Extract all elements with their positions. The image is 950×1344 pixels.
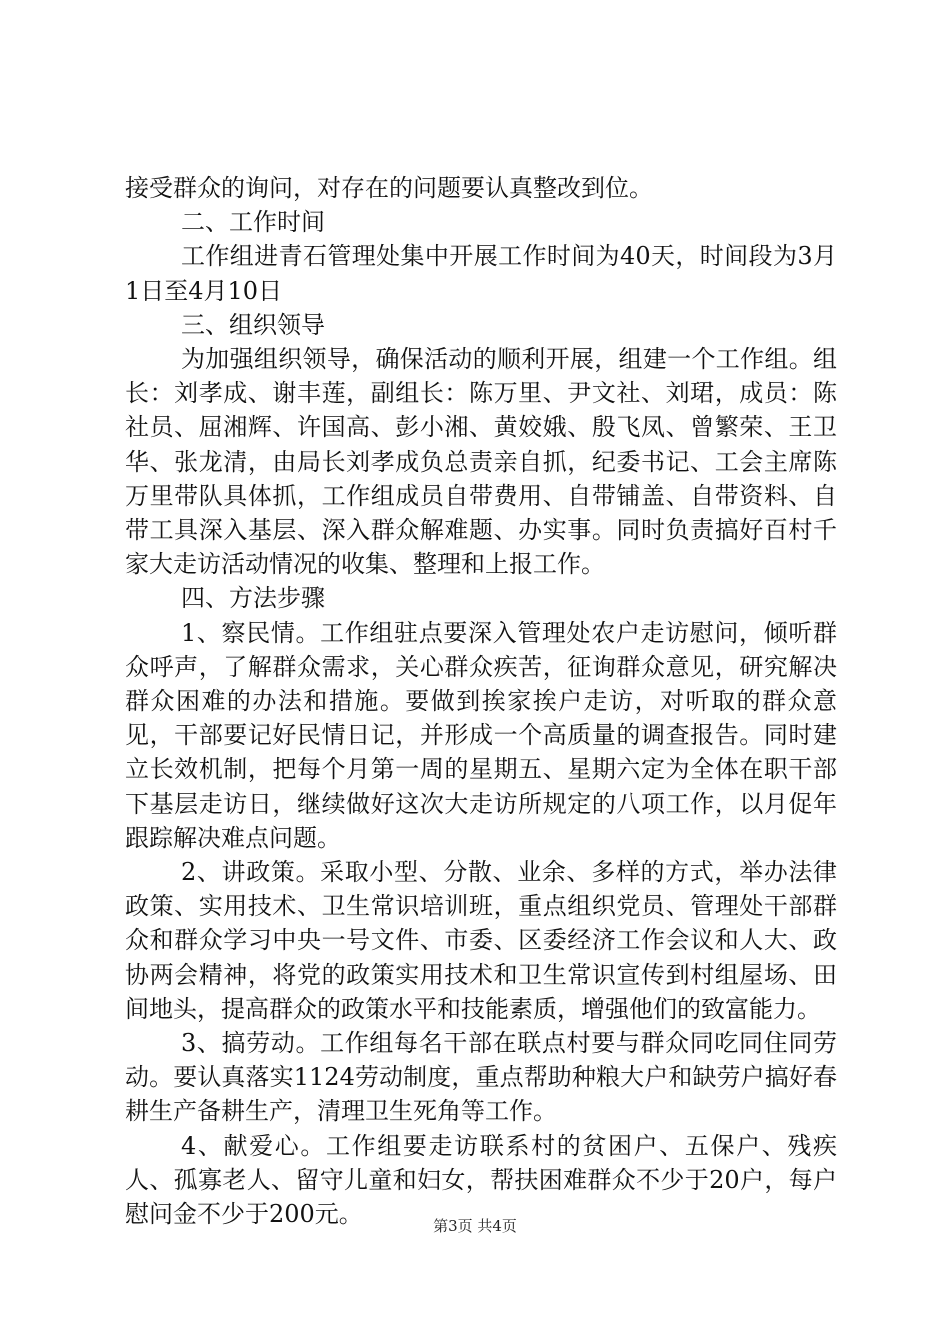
section-heading-work-time: 二、工作时间 [181, 208, 325, 237]
section-heading-method-steps: 四、方法步骤 [181, 584, 325, 613]
paragraph-step-2: 2、讲政策。采取小型、分散、业余、多样的方式，举办法律政策、实用技术、卫生常识培训班，重点组织党员、管理处干部群众和群众学习中央一号文件、市委、区委经济工作会议和人大、政协两会精神，将党的政策实用技术和卫生常识宣传到村组屋场、田间地头，提高群众的政策水平和技能素质，增强他们的致富能力。 [125, 858, 837, 1023]
paragraph-continuation: 接受群众的询问，对存在的问题要认真整改到位。 [125, 174, 653, 202]
paragraph-leadership: 为加强组织领导，确保活动的顺利开展，组建一个工作组。组长：刘孝成、谢丰莲，副组长：陈万里、尹文社、刘珺，成员：陈社员、屈湘辉、许国高、彭小湘、黄姣娥、殷飞凤、曾繁荣、王卫华、张龙清，由局长刘孝成负总责亲自抓，纪委书记、工会主席陈万里带队具体抓，工作组成员自带费用、自带铺盖、自带资料、自带工具深入基层、深入群众解难题、办实事。同时负责搞好百村千家大走访活动情况的收集、整理和上报工作。 [125, 345, 837, 579]
paragraph-work-time: 工作组进青石管理处集中开展工作时间为40天，时间段为3月1日至4月10日 [125, 242, 837, 305]
paragraph-step-3: 3、搞劳动。工作组每名干部在联点村要与群众同吃同住同劳动。要认真落实1124劳动制度，重点帮助种粮大户和缺劳户搞好春耕生产备耕生产，清理卫生死角等工作。 [125, 1029, 837, 1126]
paragraph-step-1: 1、察民情。工作组驻点要深入管理处农户走访慰问，倾听群众呼声，了解群众需求，关心群众疾苦，征询群众意见，研究解决群众困难的办法和措施。要做到挨家挨户走访，对听取的群众意见，干部要记好民情日记，并形成一个高质量的调查报告。同时建立长效机制，把每个月第一周的星期五、星期六定为全体在职干部下基层走访日，继续做好这次大走访所规定的八项工作，以月促年跟踪解决难点问题。 [125, 618, 837, 852]
page-footer: 第3页 共4页 [433, 1217, 517, 1235]
document-body [125, 171, 837, 1231]
paragraph-step-4: 4、献爱心。工作组要走访联系村的贫困户、五保户、残疾人、孤寡老人、留守儿童和妇女，帮扶困难群众不少于20户，每户慰问金不少于200元。 [125, 1131, 837, 1229]
section-heading-leadership: 三、组织领导 [181, 310, 325, 339]
